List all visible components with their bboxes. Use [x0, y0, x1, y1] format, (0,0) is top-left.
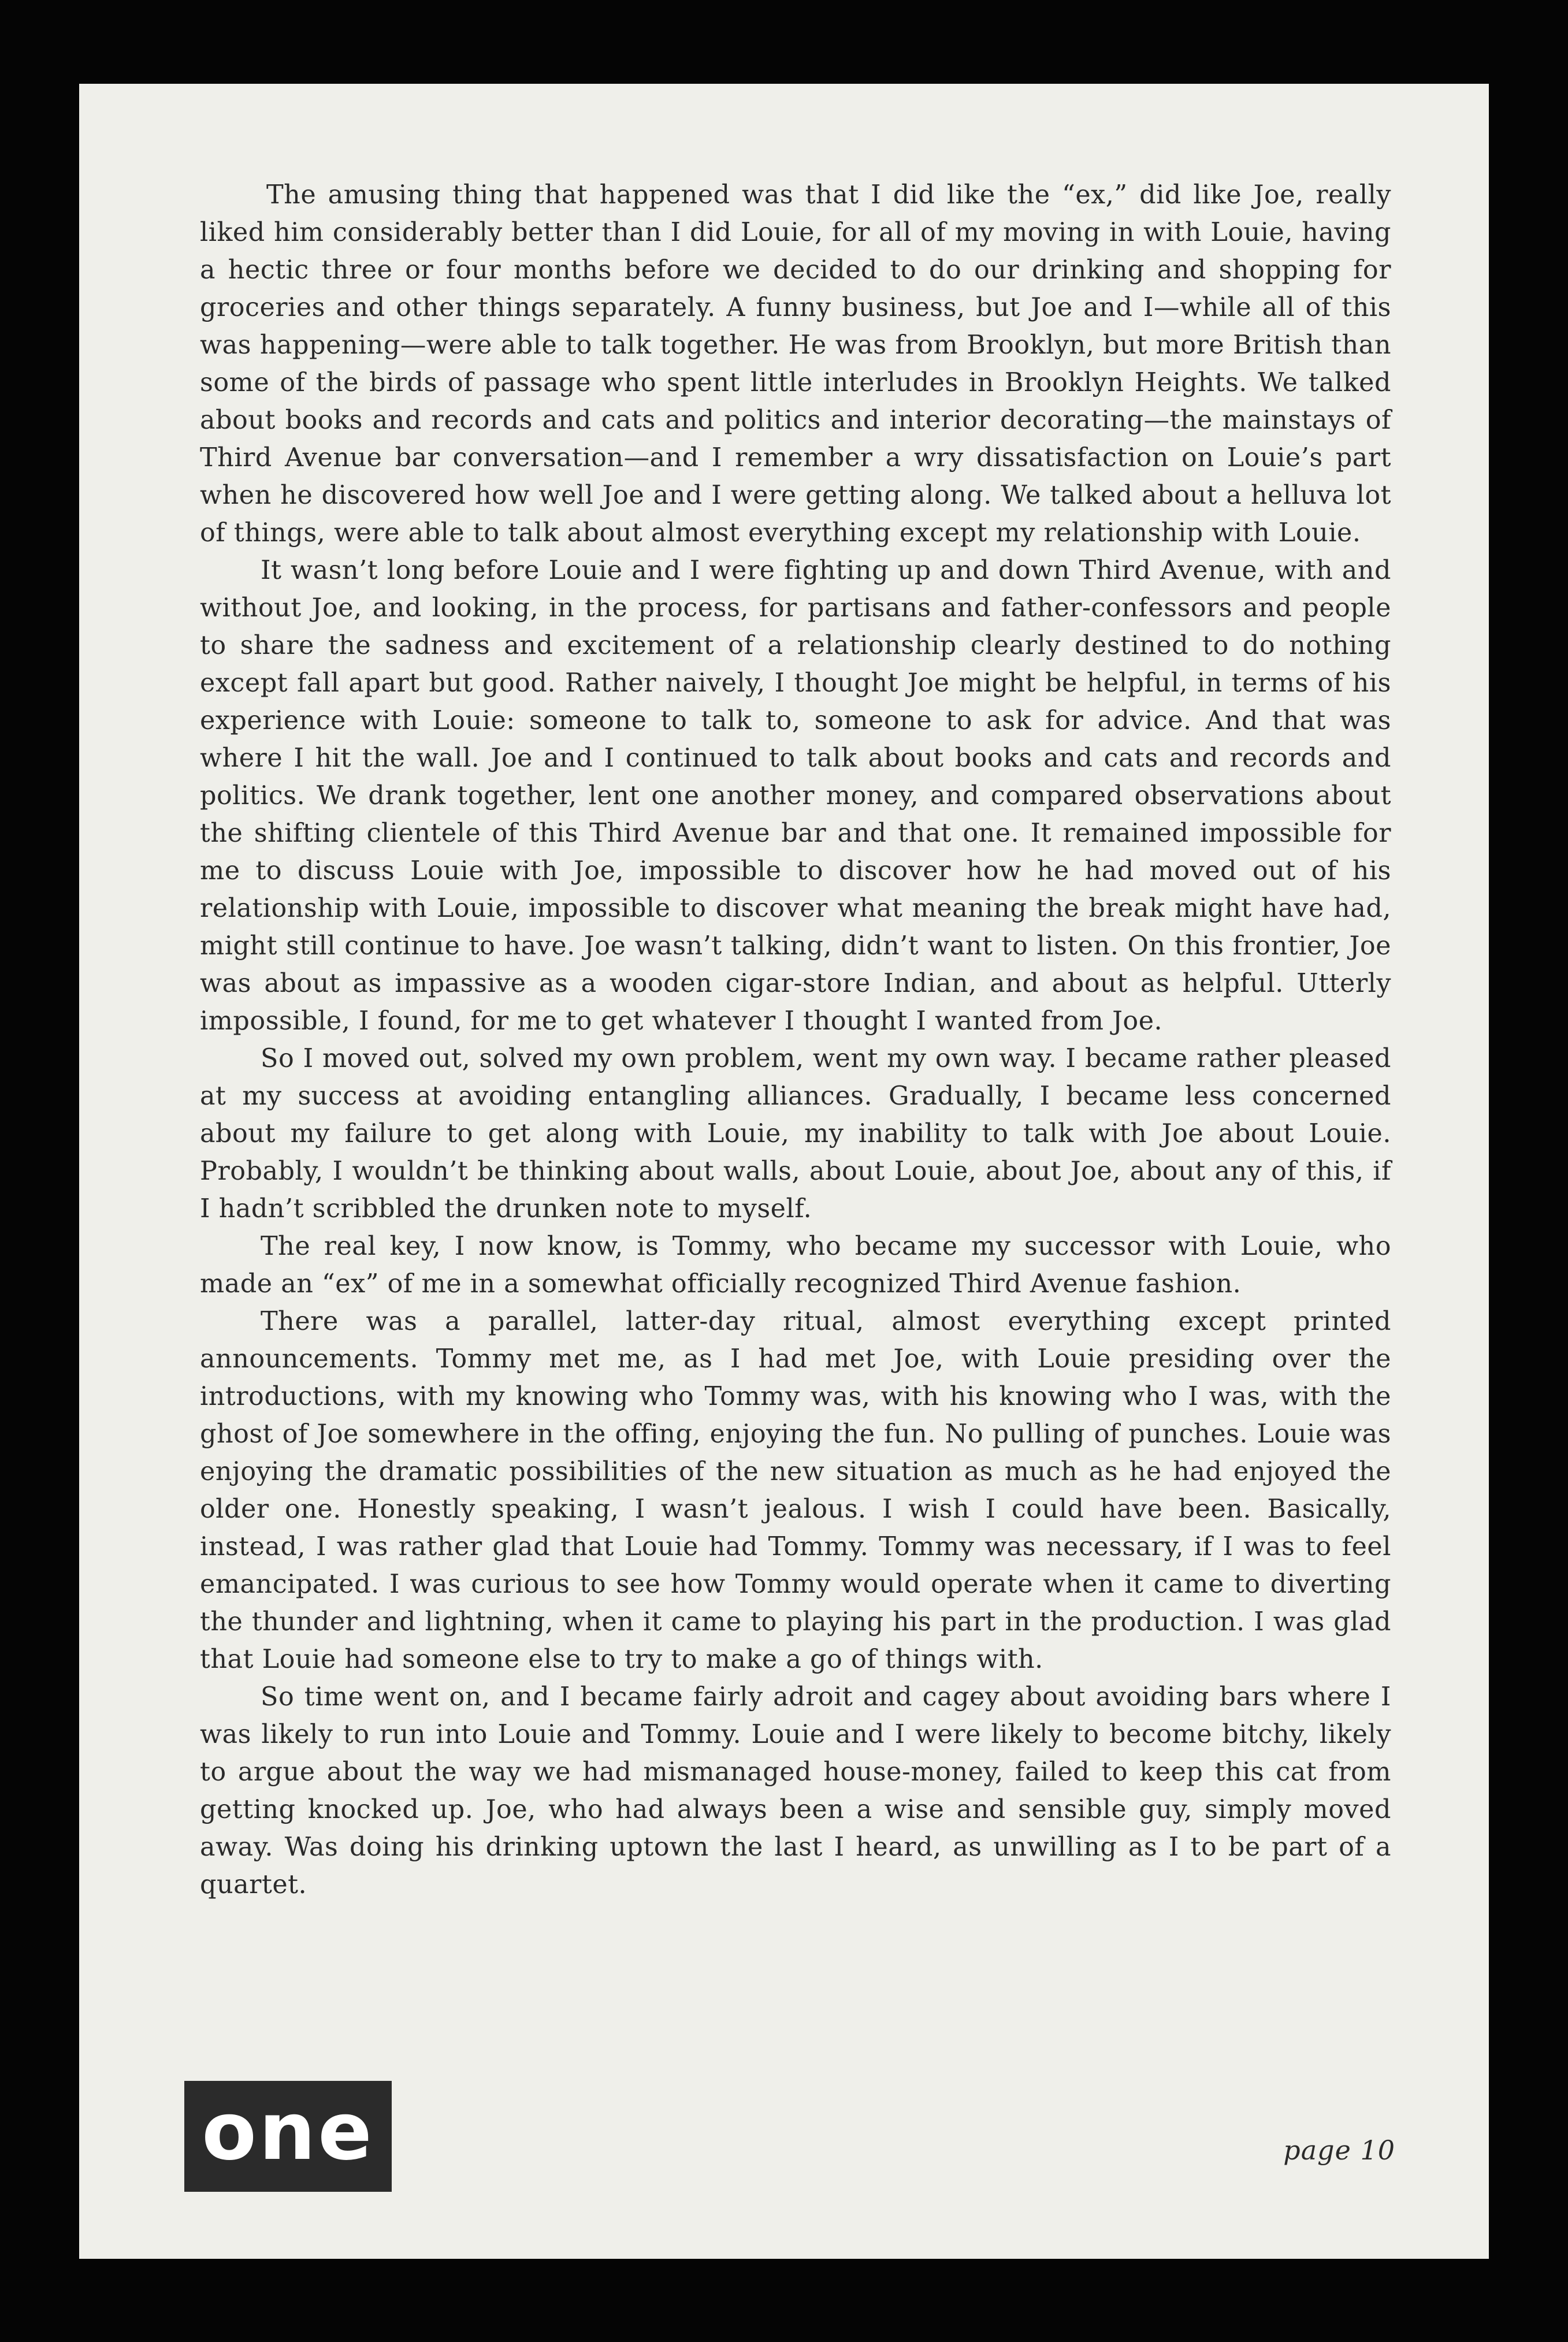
magazine-logo — [184, 2081, 392, 2192]
paragraph: The amusing thing that happened was that I did like the “ex,” did like Joe, really liked him considerably better than I did Louie, for all of my moving in with Louie, having a hectic three or four months before we decided to do our drinking and shopping for groceries and other things separately. A funny business, but Joe and I—while all of this was happening—were able to talk together. He was from Brooklyn, but more British than some of the birds of passage who spent little interludes in Brooklyn Heights. We talked about books and records and cats and politics and interior decorating—the mainstays of Third Avenue bar conversation—and I remember a wry dissatisfaction on Louie’s part when he discovered how well Joe and I were getting along. We talked about a helluva lot of things, were able to talk about almost everything except my relationship with Louie. — [200, 180, 1391, 548]
paragraph: The real key, I now know, is Tommy, who became my successor with Louie, who made an “ex” of me in a somewhat officially recognized Third Avenue fashion. — [200, 1232, 1391, 1299]
article-body — [200, 176, 1391, 1904]
paragraph: So I moved out, solved my own problem, went my own way. I became rather pleased at my success at avoiding entangling alliances. Gradually, I became less concerned about my failure to get along with Louie, my inability to talk with Joe about Louie. Probably, I wouldn’t be thinking about walls, about Louie, about Joe, about any of this, if I hadn’t scribbled the drunken note to myself. — [200, 1044, 1391, 1224]
paragraph: It wasn’t long before Louie and I were fighting up and down Third Avenue, with and without Joe, and looking, in the process, for partisans and father-confessors and people to share the sadness and excitement of a relationship clearly destined to do nothing except fall apart but good. Rather naively, I thought Joe might be helpful, in terms of his experience with Louie: someone to talk to, someone to ask for advice. And that was where I hit the wall. Joe and I continued to talk about books and cats and records and politics. We drank together, lent one another money, and compared observations about the shifting clientele of this Third Avenue bar and that one. It remained impossible for me to discuss Louie with Joe, impossible to discover how he had moved out of his relationship with Louie, impossible to discover what meaning the break might have had, might still continue to have. Joe wasn’t talking, didn’t want to listen. On this frontier, Joe was about as impassive as a wooden cigar-store Indian, and about as helpful. Utterly impossible, I found, for me to get whatever I thought I wanted from Joe. — [200, 556, 1391, 1036]
paragraph: So time went on, and I became fairly adroit and cagey about avoiding bars where I was likely to run into Louie and Tommy. Louie and I were likely to become bitchy, likely to argue about the way we had mismanaged house-money, failed to keep this cat from getting knocked up. Joe, who had always been a wise and sensible guy, simply moved away. Was doing his drinking uptown the last I heard, as unwilling as I to be part of a quartet. — [200, 1682, 1391, 1899]
magazine-page — [79, 84, 1489, 2259]
page-number: page 10 — [1283, 2135, 1395, 2166]
logo-text: one — [202, 2085, 374, 2178]
paragraph: There was a parallel, latter-day ritual, almost everything except printed announcements. Tommy met me, as I had met Joe, with Louie presiding over the introductions, with my knowing who Tommy was, with his knowing who I was, with the ghost of Joe somewhere in the offing, enjoying the fun. No pulling of punches. Louie was enjoying the dramatic possibilities of the new situation as much as he had enjoyed the older one. Honestly speaking, I wasn’t jealous. I wish I could have been. Basically, instead, I was rather glad that Louie had Tommy. Tommy was necessary, if I was to feel emancipated. I was curious to see how Tommy would operate when it came to diverting the thunder and lightning, when it came to playing his part in the production. I was glad that Louie had someone else to try to make a go of things with. — [200, 1307, 1391, 1674]
